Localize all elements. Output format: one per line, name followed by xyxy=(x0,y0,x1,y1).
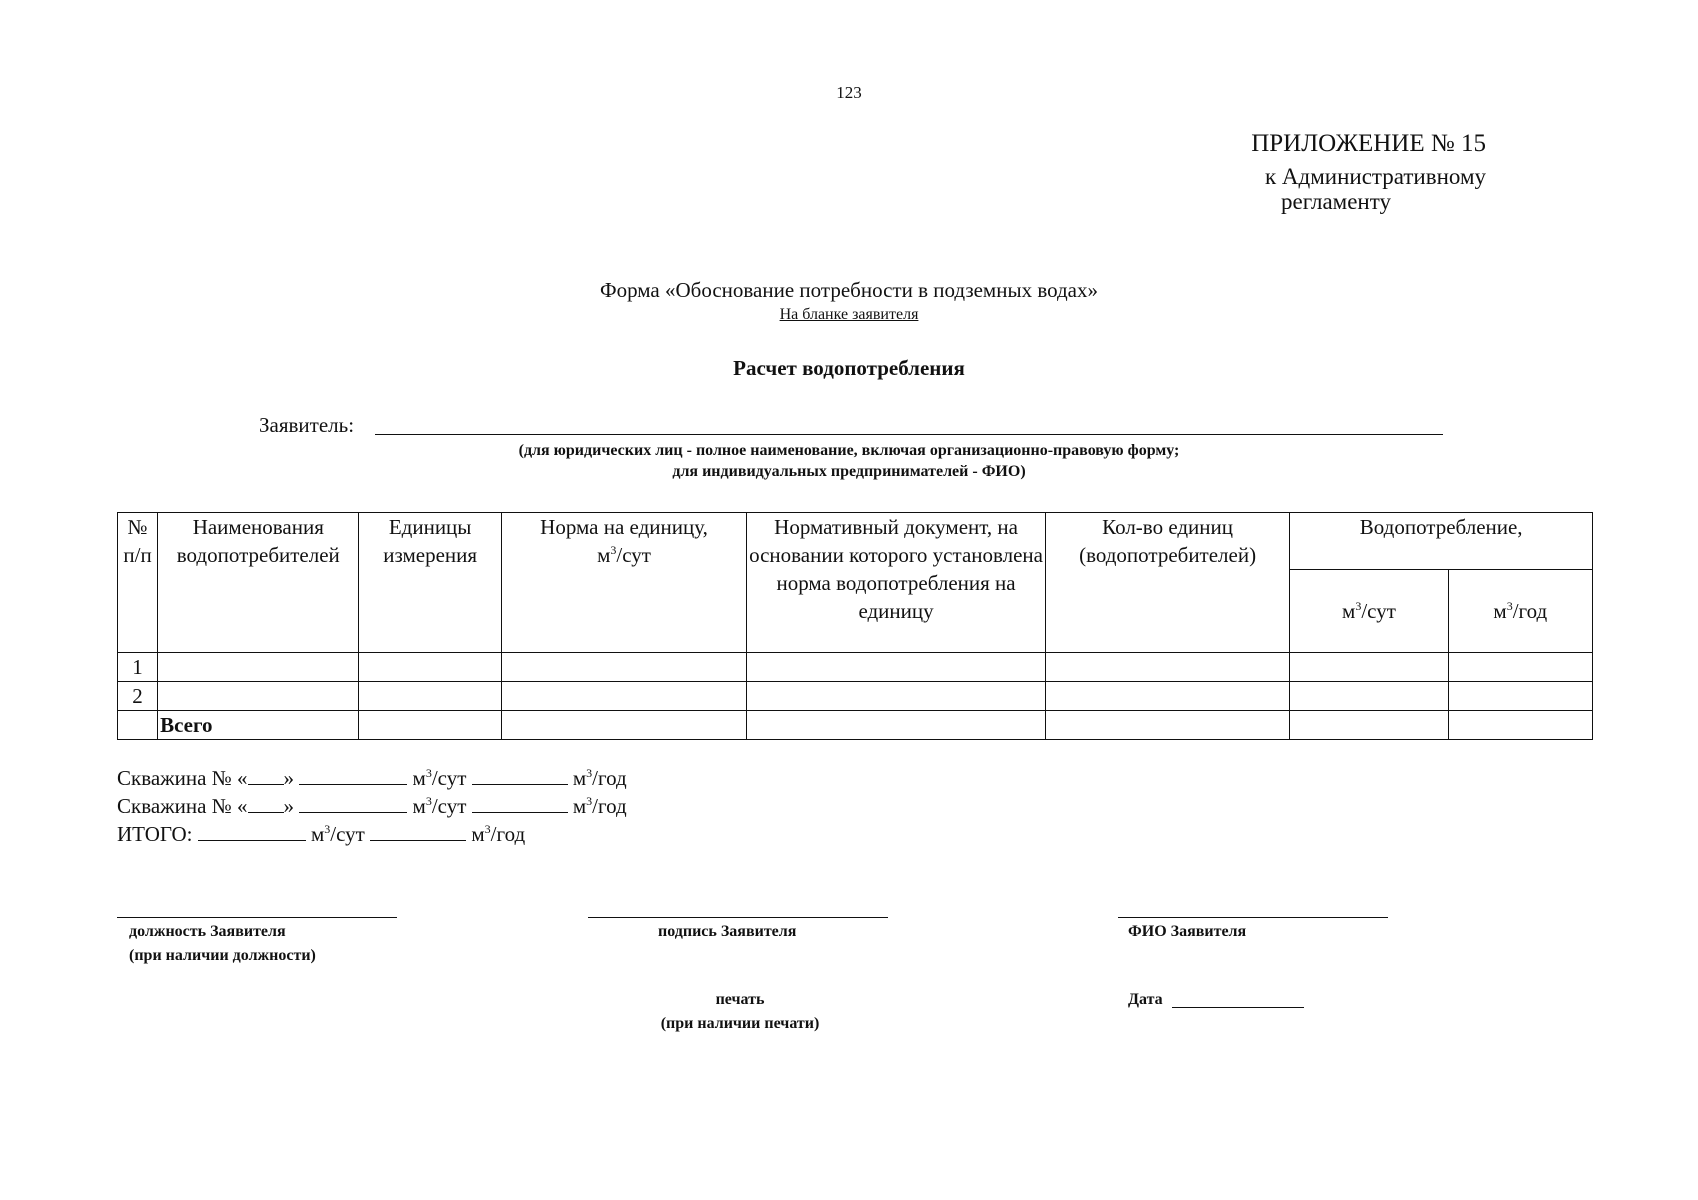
table-cell[interactable] xyxy=(359,682,501,711)
total-day-field[interactable] xyxy=(198,822,306,841)
total-year-field[interactable] xyxy=(370,822,466,841)
header-consumption: Водопотребление, xyxy=(1290,513,1593,570)
appendix-subtitle-line1: к Административному xyxy=(1264,164,1486,189)
table-cell[interactable] xyxy=(1045,682,1289,711)
header-norm-unit: $м^3$/сут xyxy=(597,543,651,567)
header-name: Наименования водопотребителей xyxy=(158,513,359,653)
header-consumption-day: $м^3$/сут xyxy=(1290,570,1448,653)
row-num: 1 xyxy=(118,653,158,682)
table-cell[interactable] xyxy=(747,653,1046,682)
applicant-note-line2: для индивидуальных предпринимателей - ФИО) xyxy=(672,463,1026,480)
form-title: Форма «Обоснование потребности в подземных водах» xyxy=(600,278,1098,302)
table-cell[interactable] xyxy=(1045,653,1289,682)
table-cell[interactable] xyxy=(158,682,359,711)
form-subtitle: На бланке заявителя xyxy=(779,306,919,323)
table-cell[interactable] xyxy=(501,682,746,711)
header-norm xyxy=(501,513,746,653)
well-day-field[interactable] xyxy=(299,766,407,785)
total-label: Всего xyxy=(158,711,359,740)
table-cell[interactable] xyxy=(1290,711,1448,740)
table-cell[interactable] xyxy=(747,711,1046,740)
applicant-field-line[interactable] xyxy=(375,434,1443,435)
date-field-line[interactable] xyxy=(1172,1007,1304,1008)
applicant-note-line1: (для юридических лиц - полное наименование, включая организационно-правовую форму; xyxy=(518,442,1180,459)
appendix-subtitle-line2: регламенту xyxy=(1281,189,1391,214)
table-cell xyxy=(118,711,158,740)
table-cell[interactable] xyxy=(1290,682,1448,711)
header-num: № п/п xyxy=(118,513,158,653)
well-line: Скважина № « » $м^3$/сут $м^3$/год xyxy=(117,766,627,790)
header-units: Единицы измерения xyxy=(359,513,501,653)
table-cell[interactable] xyxy=(1448,682,1592,711)
table-row xyxy=(118,682,1593,711)
row-num: 2 xyxy=(118,682,158,711)
table-cell[interactable] xyxy=(359,653,501,682)
table-row xyxy=(118,653,1593,682)
header-consumption-year: $м^3$/год xyxy=(1448,570,1592,653)
table-total-row xyxy=(118,711,1593,740)
table-cell[interactable] xyxy=(501,653,746,682)
page-number: 123 xyxy=(836,83,862,102)
applicant-label: Заявитель: xyxy=(259,413,355,437)
well-line: Скважина № « » $м^3$/сут $м^3$/год xyxy=(117,794,627,818)
table-cell[interactable] xyxy=(359,711,501,740)
water-consumption-table xyxy=(117,512,1593,740)
position-caption: должность Заявителя (при наличии должности) xyxy=(129,923,316,964)
table-cell[interactable] xyxy=(747,682,1046,711)
signature-line[interactable] xyxy=(588,917,888,918)
well-number-field[interactable] xyxy=(248,794,284,813)
table-cell[interactable] xyxy=(158,653,359,682)
well-year-field[interactable] xyxy=(472,794,568,813)
date-label: Дата xyxy=(1128,991,1163,1008)
fio-caption: ФИО Заявителя xyxy=(1128,923,1247,940)
table-cell[interactable] xyxy=(1290,653,1448,682)
table-cell[interactable] xyxy=(501,711,746,740)
well-day-field[interactable] xyxy=(299,794,407,813)
table-cell[interactable] xyxy=(1448,653,1592,682)
appendix-header xyxy=(1126,128,1486,214)
appendix-title: ПРИЛОЖЕНИЕ № 15 xyxy=(1251,130,1486,157)
signature-caption: подпись Заявителя xyxy=(658,923,797,940)
table-cell[interactable] xyxy=(1448,711,1592,740)
total-line: ИТОГО: $м^3$/сут $м^3$/год xyxy=(117,822,526,846)
applicant-note xyxy=(0,440,1698,482)
header-doc: Нормативный документ, на основании которого установлена норма водопотребления на единицу xyxy=(747,513,1046,653)
header-qty: Кол-во единиц (водопотребителей) xyxy=(1045,513,1289,653)
wells-block xyxy=(117,764,627,848)
well-year-field[interactable] xyxy=(472,766,568,785)
header-norm-text: Норма на единицу, xyxy=(540,515,708,539)
stamp-caption: печать (при наличии печати) xyxy=(660,991,820,1032)
table-cell[interactable] xyxy=(1045,711,1289,740)
fio-signature-line[interactable] xyxy=(1118,917,1388,918)
calc-title: Расчет водопотребления xyxy=(733,356,965,380)
well-number-field[interactable] xyxy=(248,766,284,785)
position-signature-line[interactable] xyxy=(117,917,397,918)
